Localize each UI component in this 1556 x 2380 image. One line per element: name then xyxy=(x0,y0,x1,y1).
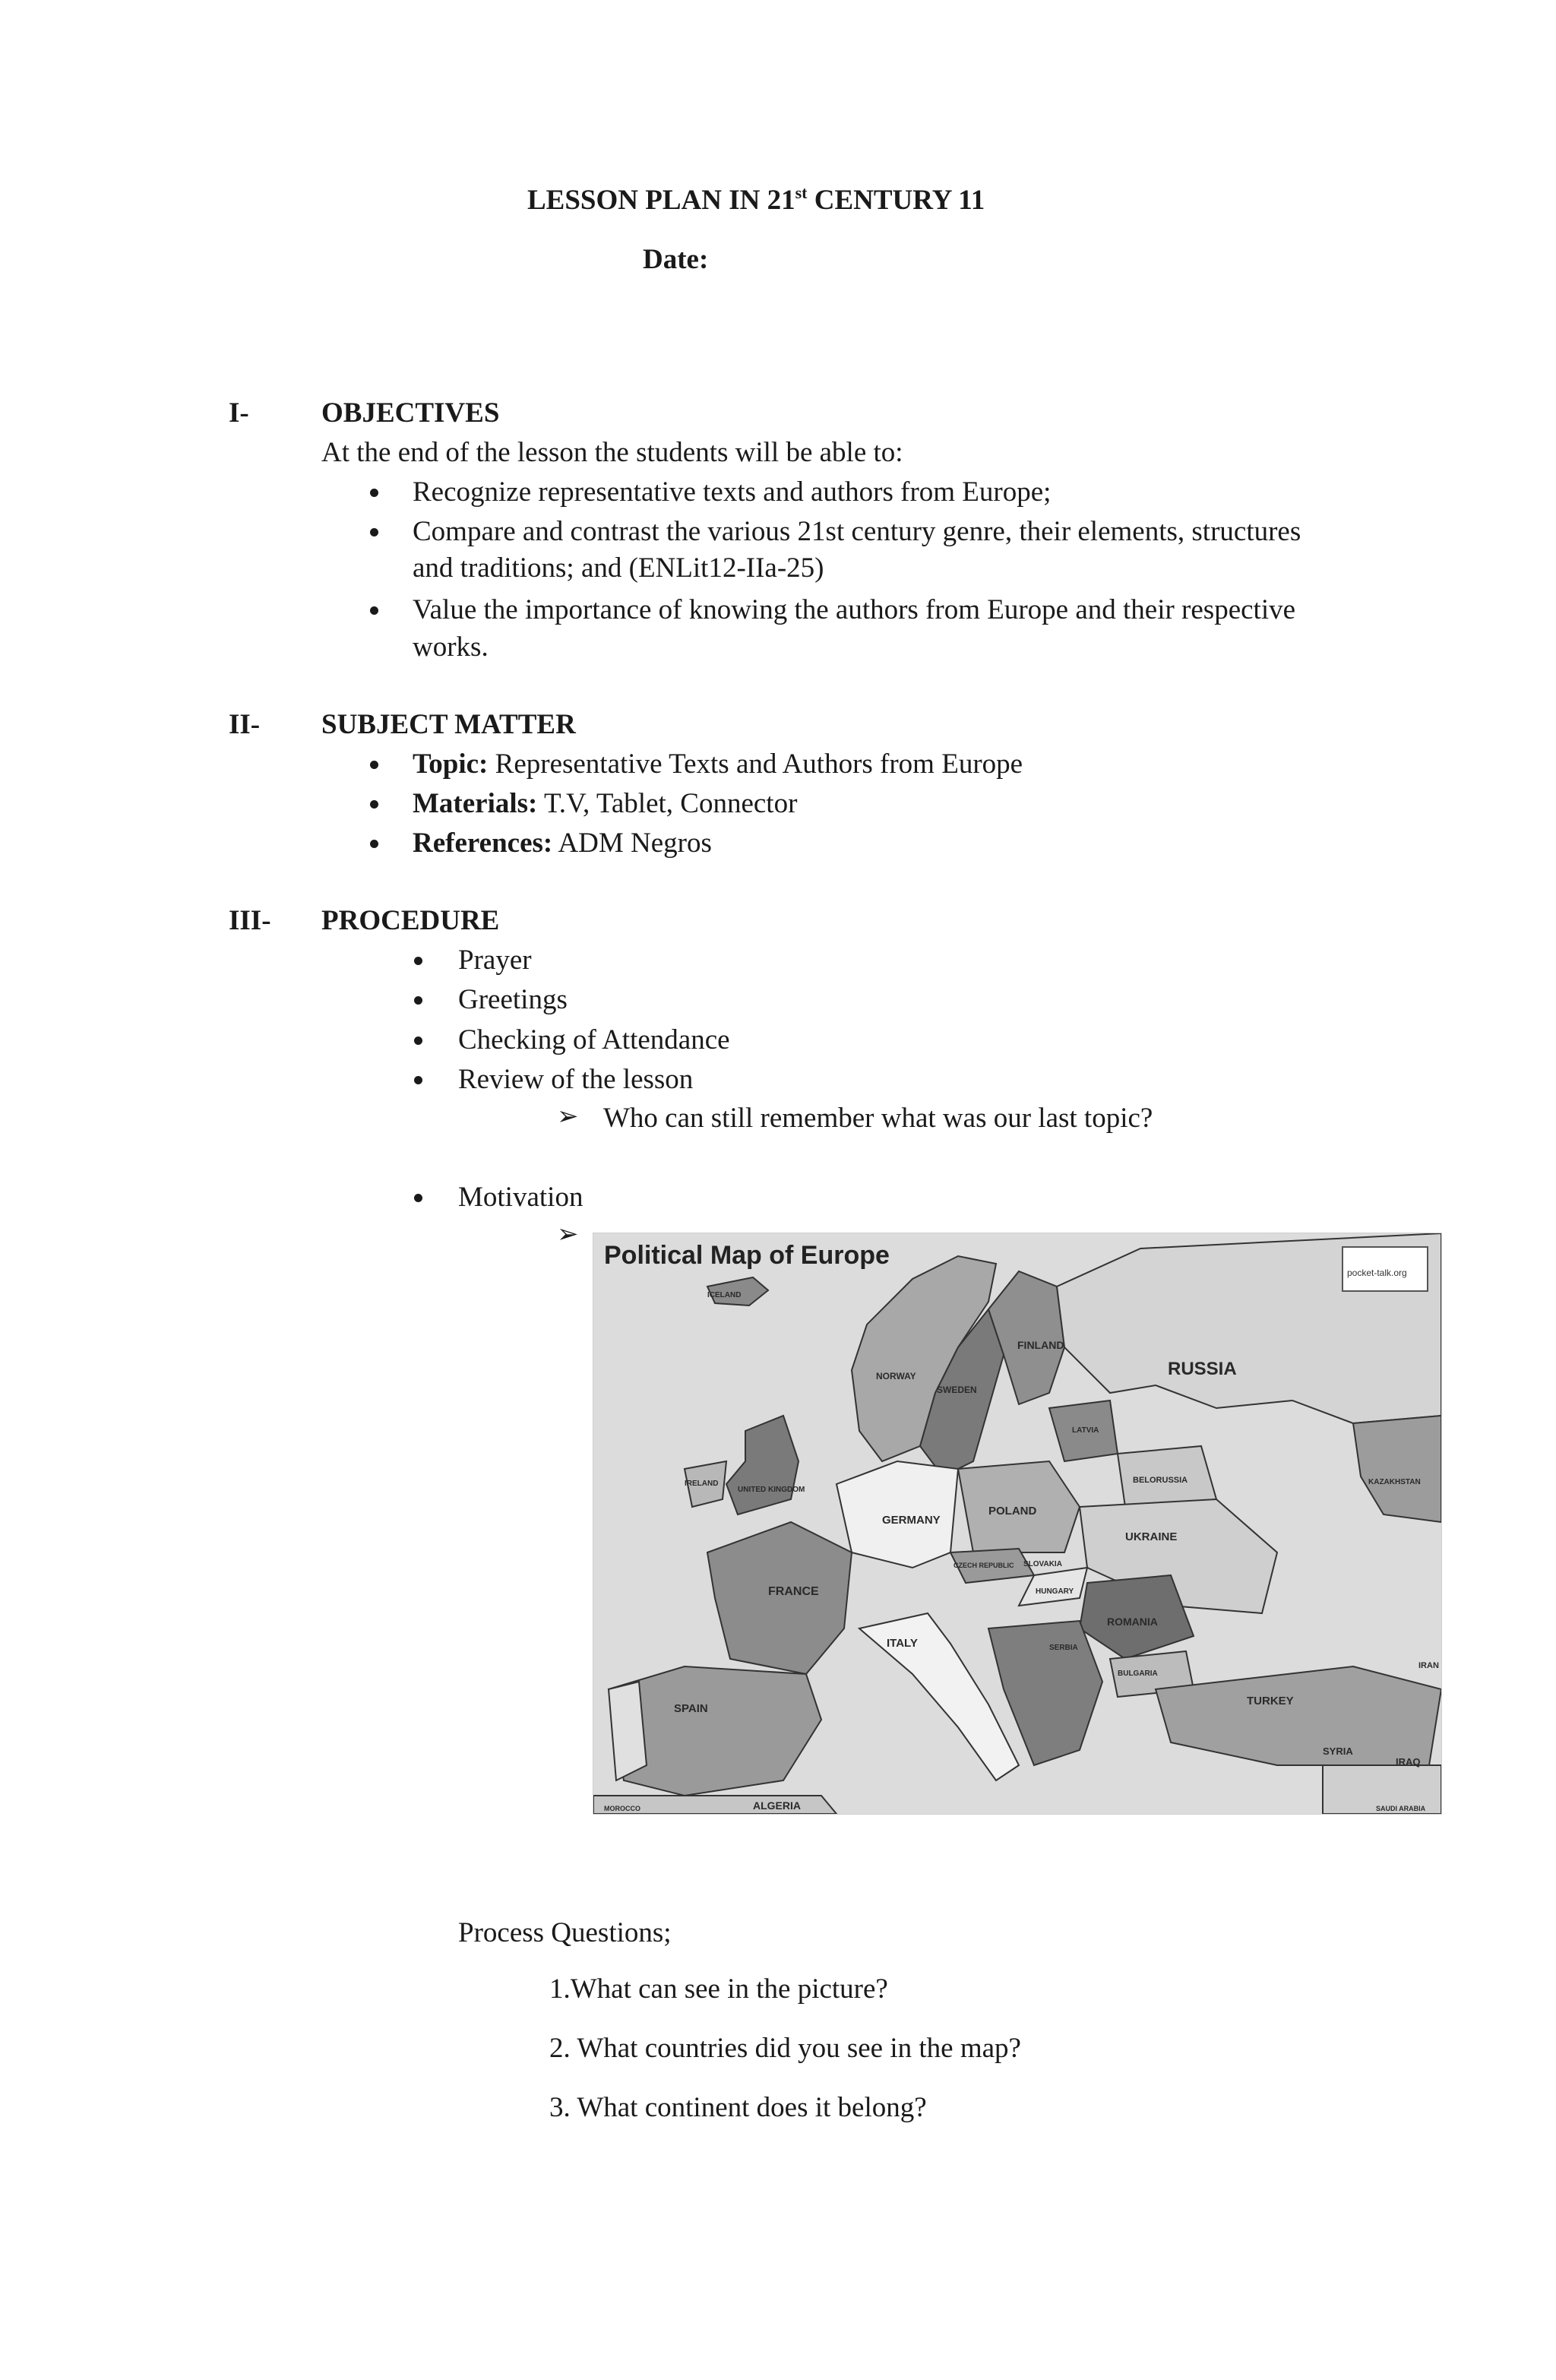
europe-map-svg xyxy=(593,1233,1441,1814)
section-numeral-procedure: III- xyxy=(229,905,271,936)
objectives-intro: At the end of the lesson the students will be able to: xyxy=(321,437,903,468)
procedure-item: Review of the lesson xyxy=(458,1064,694,1095)
map-label: MOROCCO xyxy=(604,1805,640,1812)
review-question: Who can still remember what was our last topic? xyxy=(603,1103,1153,1134)
map-label: SYRIA xyxy=(1323,1745,1353,1757)
arrow-bullet-icon: ➢ xyxy=(557,1220,579,1249)
map-label: UKRAINE xyxy=(1125,1530,1178,1543)
bullet-icon xyxy=(414,996,422,1005)
subject-matter-heading: SUBJECT MATTER xyxy=(321,709,576,740)
process-questions-heading: Process Questions; xyxy=(458,1917,672,1948)
procedure-motivation: Motivation xyxy=(458,1182,584,1213)
map-label: SAUDI ARABIA xyxy=(1376,1805,1426,1812)
objectives-heading: OBJECTIVES xyxy=(321,397,500,429)
process-question: 2. What countries did you see in the map? xyxy=(549,2033,1021,2064)
subject-references: References: ADM Negros xyxy=(413,828,712,859)
map-label: SPAIN xyxy=(674,1702,708,1715)
map-label: CZECH REPUBLIC xyxy=(954,1562,1014,1569)
map-label: FRANCE xyxy=(768,1585,819,1598)
map-label: HUNGARY xyxy=(1036,1587,1074,1596)
date-label: Date: xyxy=(643,244,709,275)
bullet-icon xyxy=(414,1037,422,1045)
objective-item-continued: and traditions; and (ENLit12-IIa-25) xyxy=(413,552,824,584)
section-numeral-subject-matter: II- xyxy=(229,709,261,740)
arrow-bullet-icon: ➢ xyxy=(557,1103,579,1131)
map-label: KAZAKHSTAN xyxy=(1368,1478,1421,1486)
objective-item: Recognize representative texts and authors from Europe; xyxy=(413,476,1052,508)
map-label: GERMANY xyxy=(882,1514,941,1527)
map-label: BULGARIA xyxy=(1118,1669,1158,1678)
procedure-item: Prayer xyxy=(458,945,532,976)
map-label: RUSSIA xyxy=(1168,1359,1237,1379)
map-label: BELORUSSIA xyxy=(1133,1476,1188,1485)
lesson-title: LESSON PLAN IN 21st CENTURY 11 xyxy=(527,183,985,216)
bullet-icon xyxy=(370,606,378,615)
map-label: NORWAY xyxy=(876,1371,916,1381)
bullet-icon xyxy=(414,957,422,965)
subject-materials: Materials: T.V, Tablet, Connector xyxy=(413,788,798,819)
objective-item-continued: works. xyxy=(413,631,489,663)
map-label: IRELAND xyxy=(685,1480,719,1488)
bullet-icon xyxy=(370,840,378,848)
bullet-icon xyxy=(414,1076,422,1084)
europe-map-image xyxy=(593,1233,1442,1815)
bullet-icon xyxy=(370,761,378,769)
subject-topic: Topic: Representative Texts and Authors from Europe xyxy=(413,748,1023,780)
map-label: SWEDEN xyxy=(937,1385,977,1395)
map-label: POLAND xyxy=(988,1505,1037,1518)
map-label: IRAN xyxy=(1418,1661,1439,1670)
portugal-shape xyxy=(609,1682,647,1780)
map-label: LATVIA xyxy=(1072,1426,1099,1435)
map-label: ICELAND xyxy=(707,1291,742,1299)
map-label: UNITED KINGDOM xyxy=(738,1486,805,1494)
map-logo-text: pocket-talk.org xyxy=(1347,1268,1407,1278)
map-label: ROMANIA xyxy=(1107,1616,1158,1628)
objective-item: Compare and contrast the various 21st century genre, their elements, structures xyxy=(413,516,1301,547)
map-label: TURKEY xyxy=(1247,1695,1294,1707)
bullet-icon xyxy=(414,1194,422,1202)
procedure-item: Checking of Attendance xyxy=(458,1024,730,1055)
objective-item: Value the importance of knowing the authors from Europe and their respective xyxy=(413,594,1296,625)
map-label: ALGERIA xyxy=(753,1799,801,1812)
bullet-icon xyxy=(370,800,378,809)
map-label: ITALY xyxy=(887,1637,918,1650)
section-numeral-objectives: I- xyxy=(229,397,249,429)
bullet-icon xyxy=(370,489,378,497)
process-question: 3. What continent does it belong? xyxy=(549,2092,927,2123)
bullet-icon xyxy=(370,528,378,536)
process-question: 1.What can see in the picture? xyxy=(549,1973,888,2005)
procedure-item: Greetings xyxy=(458,984,568,1015)
map-label: SLOVAKIA xyxy=(1023,1560,1062,1568)
map-title: Political Map of Europe xyxy=(604,1241,890,1270)
map-label: FINLAND xyxy=(1017,1339,1064,1351)
procedure-heading: PROCEDURE xyxy=(321,905,500,936)
map-label: IRAQ xyxy=(1396,1756,1421,1768)
map-label: SERBIA xyxy=(1049,1644,1078,1652)
